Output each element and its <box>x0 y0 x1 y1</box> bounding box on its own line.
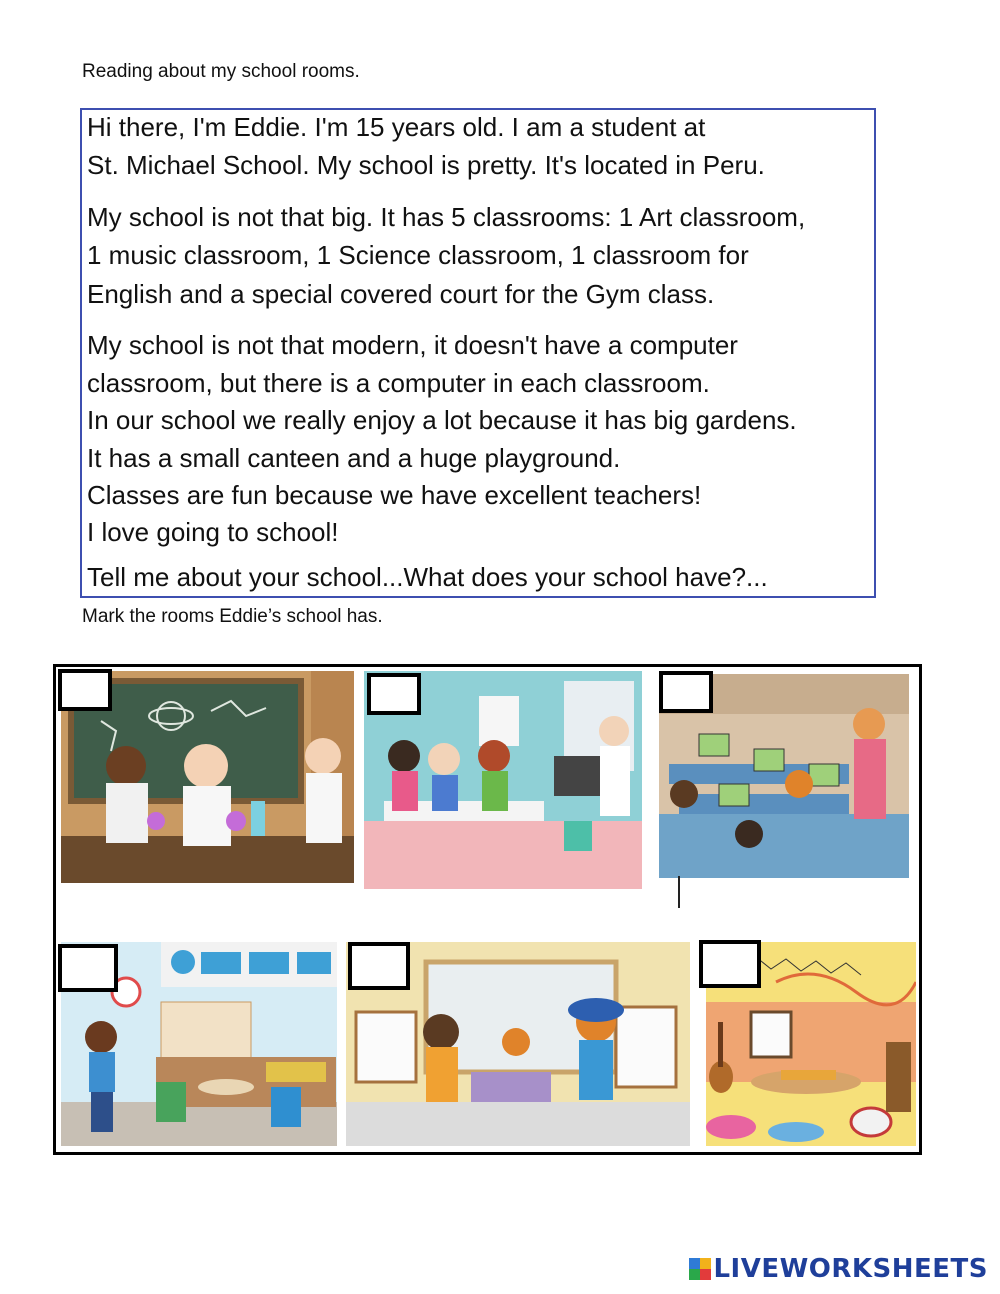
reading-line: Classes are fun because we have excellent teachers! <box>87 480 702 510</box>
divider-line <box>678 876 680 908</box>
instruction-text: Mark the rooms Eddie’s school has. <box>82 606 383 627</box>
reading-line: I love going to school! <box>87 517 339 547</box>
liveworksheets-logo-icon <box>689 1258 711 1280</box>
reading-line: St. Michael School. My school is pretty. It's located in Peru. <box>87 150 765 180</box>
reading-line: English and a special covered court for the Gym class. <box>87 279 715 309</box>
reading-line: In our school we really enjoy a lot because it has big gardens. <box>87 405 797 435</box>
reading-line: My school is not that big. It has 5 classrooms: 1 Art classroom, <box>87 202 806 232</box>
reading-line: 1 music classroom, 1 Science classroom, 1 classroom for <box>87 240 749 270</box>
liveworksheets-logo-text: LIVEWORKSHEETS <box>713 1254 988 1284</box>
reading-line: Hi there, I'm Eddie. I'm 15 years old. I am a student at <box>87 112 706 142</box>
canteen-checkbox[interactable] <box>58 944 118 992</box>
infirmary-checkbox[interactable] <box>367 673 421 715</box>
reading-text-box <box>80 108 876 598</box>
reading-line: My school is not that modern, it doesn't have a computer <box>87 330 738 360</box>
music-classroom-checkbox[interactable] <box>699 940 761 988</box>
reading-line: classroom, but there is a computer in each classroom. <box>87 368 710 398</box>
science-lab-checkbox[interactable] <box>58 669 112 711</box>
reading-line: It has a small canteen and a huge playground. <box>87 443 621 473</box>
art-classroom-checkbox[interactable] <box>348 942 410 990</box>
liveworksheets-logo <box>689 1254 988 1284</box>
page-heading: Reading about my school rooms. <box>82 61 360 82</box>
reading-line: Tell me about your school...What does your school have?... <box>87 562 768 592</box>
computer-lab-checkbox[interactable] <box>659 671 713 713</box>
